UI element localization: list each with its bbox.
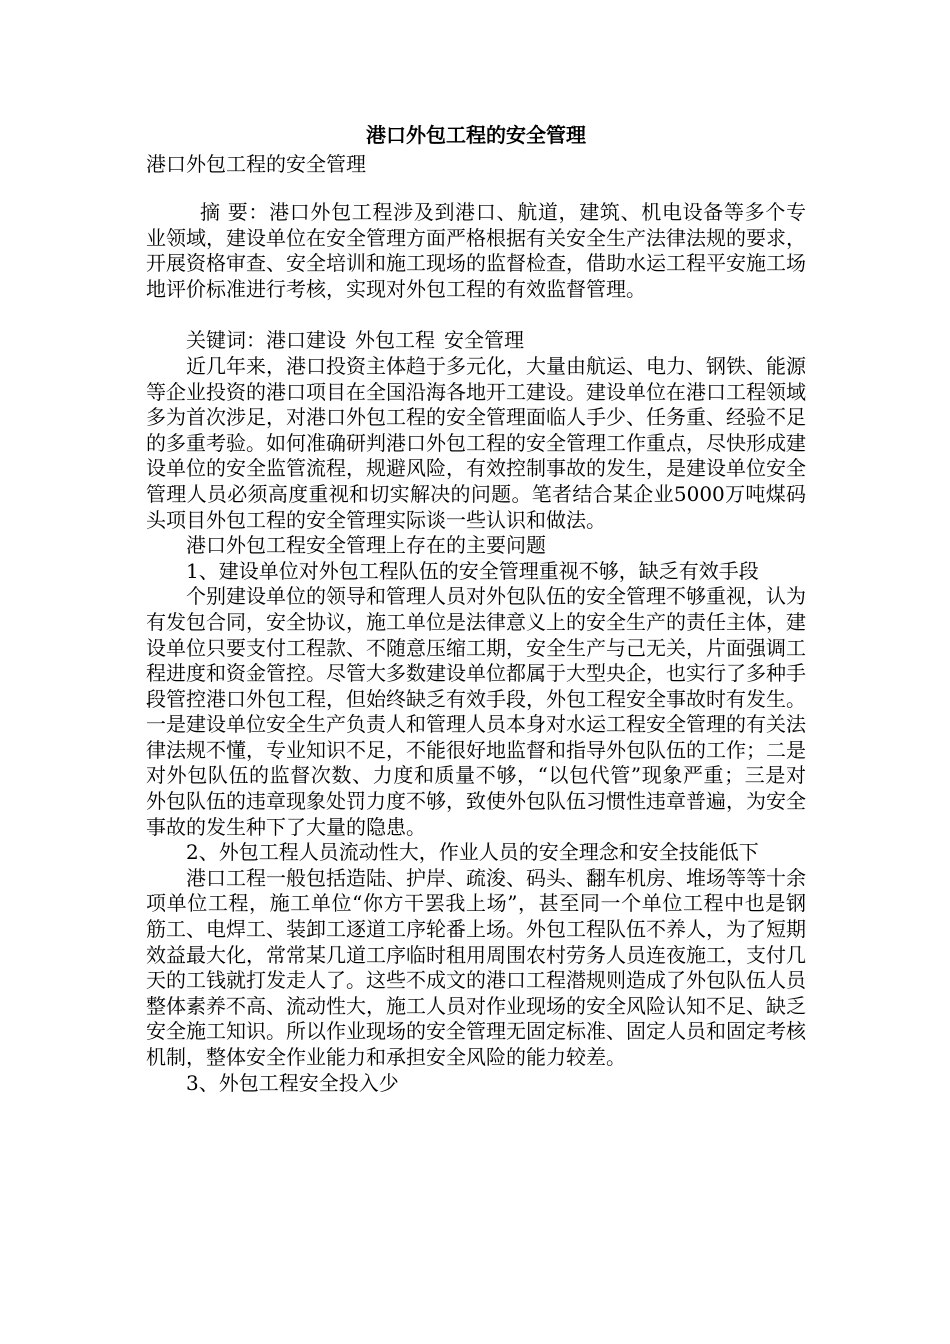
- subsection-heading-1: 1、建设单位对外包工程队伍的安全管理重视不够，缺乏有效手段: [186, 558, 759, 583]
- document-title: 港口外包工程的安全管理: [366, 123, 586, 147]
- document-subtitle: 港口外包工程的安全管理: [146, 152, 366, 176]
- body-paragraph-1: 个别建设单位的领导和管理人员对外包队伍的安全管理不够重视，认为有发包合同，安全协议，施工单位是法律意义上的安全生产的责任主体，建设单位只要支付工程款、不随意压缩工期，安全生产与己无关，片面强调工程进度和资金管控。尽管大多数建设单位都属于大型央企，也实行了多种手段管控港口外包工程，但始终缺乏有效手段，外包工程安全事故时有发生。一是建设单位安全生产负责人和管理人员本身对水运工程安全管理的有关法律法规不懂，专业知识不足，不能很好地监督和指导外包队伍的工作；二是对外包队伍的监督次数、力度和质量不够，“以包代管”现象严重；三是对外包队伍的违章现象处罚力度不够，致使外包队伍习惯性违章普遍，为安全事故的发生种下了大量的隐患。: [146, 584, 806, 839]
- keyword-item: 港口建设: [266, 328, 346, 353]
- keywords-line: [146, 328, 806, 354]
- keyword-item: 安全管理: [444, 328, 524, 353]
- keywords-label: 关键词：: [186, 328, 266, 353]
- document-page: [146, 120, 806, 1096]
- section-heading: 港口外包工程安全管理上存在的主要问题: [186, 533, 546, 558]
- body-paragraph-2: 港口工程一般包括造陆、护岸、疏浚、码头、翻车机房、堆场等等十余项单位工程，施工单位“你方干罢我上场”，甚至同一个单位工程中也是钢筋工、电焊工、装卸工逐道工序轮番上场。外包工程队伍不养人，为了短期效益最大化，常常某几道工序临时租用周围农村劳务人员连夜施工，支付几天的工钱就打发走人了。这些不成文的港口工程潜规则造成了外包队伍人员整体素养不高、流动性大，施工人员对作业现场的安全风险认知不足、缺乏安全施工知识。所以作业现场的安全管理无固定标准、固定人员和固定考核机制，整体安全作业能力和承担安全风险的能力较差。: [146, 865, 806, 1069]
- keyword-item: 外包工程: [355, 328, 435, 353]
- abstract-label: 摘 要：: [200, 200, 270, 224]
- abstract-text: 港口外包工程涉及到港口、航道，建筑、机电设备等多个专业领域，建设单位在安全管理方面严格根据有关安全生产法律法规的要求，开展资格审查、安全培训和施工现场的监督检查，借助水运工程平安施工场地评价标准进行考核，实现对外包工程的有效监督管理。: [146, 200, 807, 301]
- abstract-paragraph: [146, 200, 806, 302]
- subsection-heading-2: 2、外包工程人员流动性大，作业人员的安全理念和安全技能低下: [186, 840, 759, 865]
- intro-paragraph: 近几年来，港口投资主体趋于多元化，大量由航运、电力、钢铁、能源等企业投资的港口项目在全国沿海各地开工建设。建设单位在港口工程领域多为首次涉足，对港口外包工程的安全管理面临人手少、任务重、经验不足的多重考验。如何准确研判港口外包工程的安全管理工作重点，尽快形成建设单位的安全监管流程，规避风险，有效控制事故的发生，是建设单位安全管理人员必须高度重视和切实解决的问题。笔者结合某企业5000万吨煤码头项目外包工程的安全管理实际谈一些认识和做法。: [146, 353, 806, 532]
- subsection-heading-3: 3、外包工程安全投入少: [186, 1070, 399, 1095]
